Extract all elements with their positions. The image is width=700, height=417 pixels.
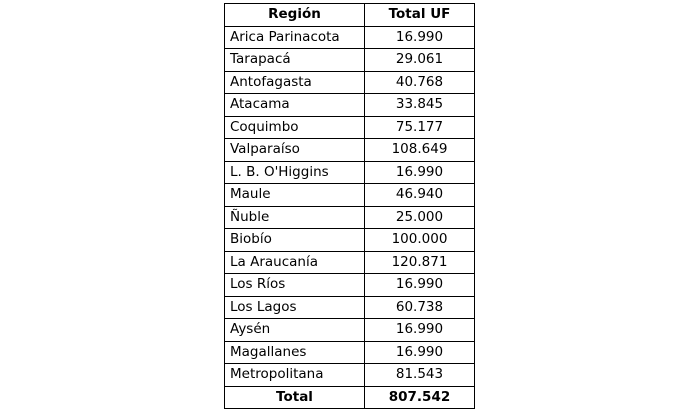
header-row: [225, 4, 475, 27]
total-cell: 40.768: [365, 71, 475, 94]
total-cell: 16.990: [365, 26, 475, 49]
total-cell: 25.000: [365, 206, 475, 229]
total-cell: 46.940: [365, 184, 475, 207]
region-cell: Arica Parinacota: [225, 26, 365, 49]
region-cell: Los Ríos: [225, 274, 365, 297]
table-row: [225, 49, 475, 72]
total-cell: 33.845: [365, 94, 475, 117]
table-row: [225, 161, 475, 184]
region-cell: L. B. O'Higgins: [225, 161, 365, 184]
region-uf-table-container: [224, 3, 475, 409]
table-row: [225, 319, 475, 342]
table-row: [225, 296, 475, 319]
total-label: Total: [225, 386, 365, 409]
total-value: 807.542: [365, 386, 475, 409]
total-cell: 81.543: [365, 364, 475, 387]
region-uf-table: [224, 3, 475, 409]
region-cell: Maule: [225, 184, 365, 207]
region-cell: Valparaíso: [225, 139, 365, 162]
region-cell: Antofagasta: [225, 71, 365, 94]
total-cell: 60.738: [365, 296, 475, 319]
total-cell: 108.649: [365, 139, 475, 162]
table-row: [225, 94, 475, 117]
table-row: [225, 71, 475, 94]
total-cell: 16.990: [365, 274, 475, 297]
table-row: [225, 26, 475, 49]
table-row: [225, 139, 475, 162]
region-cell: Biobío: [225, 229, 365, 252]
table-row: [225, 364, 475, 387]
header-region: Región: [225, 4, 365, 27]
region-cell: Metropolitana: [225, 364, 365, 387]
region-cell: Atacama: [225, 94, 365, 117]
region-cell: Tarapacá: [225, 49, 365, 72]
total-cell: 100.000: [365, 229, 475, 252]
region-cell: La Araucanía: [225, 251, 365, 274]
total-row: [225, 386, 475, 409]
total-cell: 75.177: [365, 116, 475, 139]
table-row: [225, 116, 475, 139]
table-row: [225, 206, 475, 229]
region-cell: Los Lagos: [225, 296, 365, 319]
total-cell: 120.871: [365, 251, 475, 274]
region-cell: Aysén: [225, 319, 365, 342]
total-cell: 29.061: [365, 49, 475, 72]
table-row: [225, 184, 475, 207]
table-row: [225, 229, 475, 252]
region-cell: Magallanes: [225, 341, 365, 364]
total-cell: 16.990: [365, 161, 475, 184]
region-cell: Coquimbo: [225, 116, 365, 139]
header-total-uf: Total UF: [365, 4, 475, 27]
total-cell: 16.990: [365, 319, 475, 342]
table-row: [225, 274, 475, 297]
table-row: [225, 341, 475, 364]
region-cell: Ñuble: [225, 206, 365, 229]
total-cell: 16.990: [365, 341, 475, 364]
table-row: [225, 251, 475, 274]
